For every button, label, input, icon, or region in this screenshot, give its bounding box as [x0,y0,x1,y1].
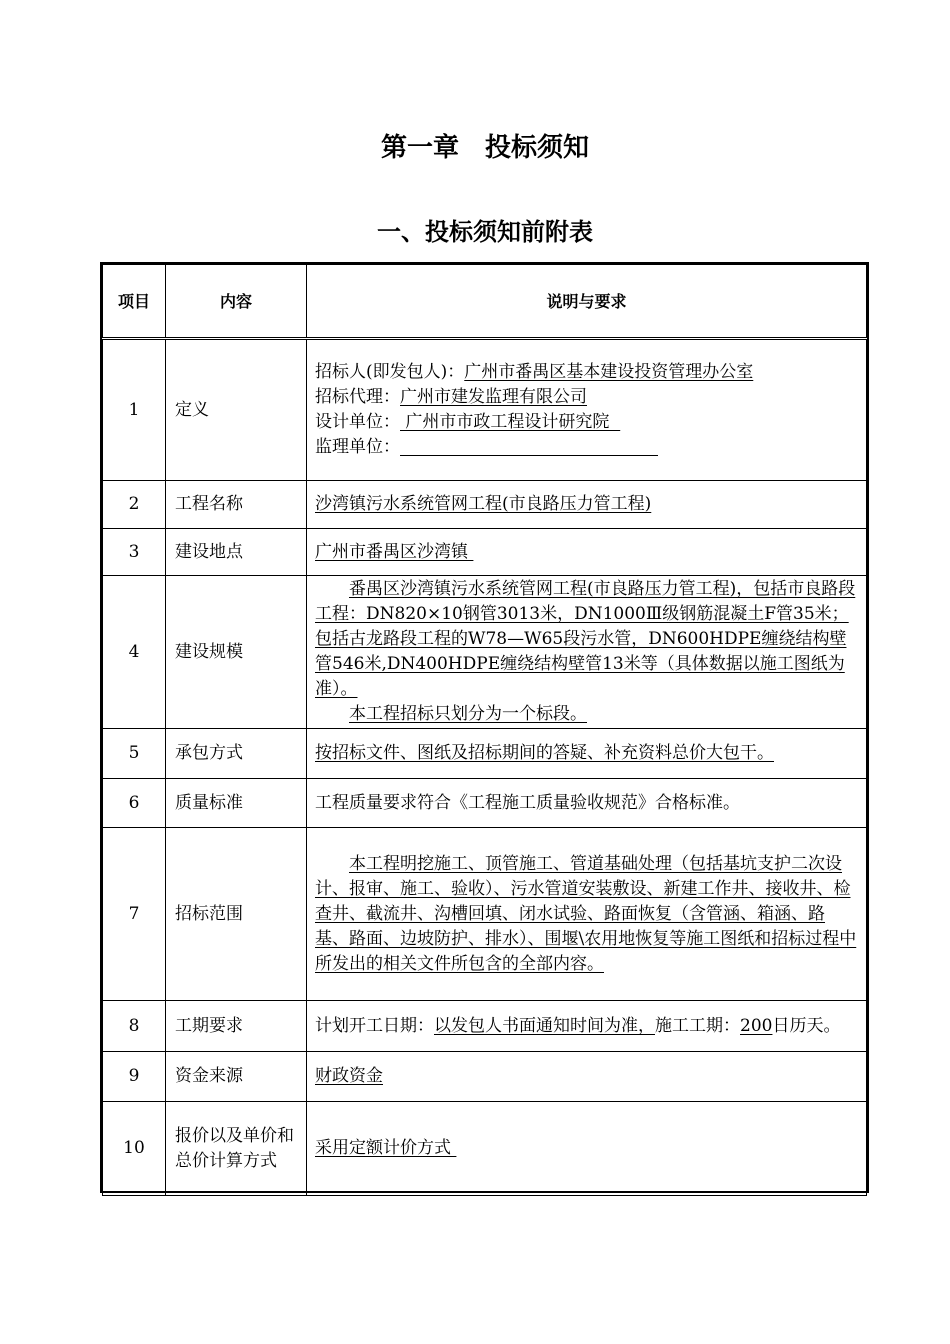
row-description [307,481,867,529]
period-unit: 日历天。 [772,1015,841,1036]
location-value: 广州市番禺区沙湾镇 [315,541,474,562]
row-number: 8 [103,1001,166,1052]
row-description [307,1102,867,1196]
row-number: 4 [103,576,166,729]
row-description [307,1052,867,1102]
table-row [103,576,867,729]
row-name: 承包方式 [166,729,307,779]
table-row [103,1001,867,1052]
agent-label: 招标代理： [315,387,400,407]
row-name: 报价以及单价和总价计算方式 [166,1102,307,1196]
bid-scope-value: 本工程明挖施工、顶管施工、管道基础处理（包括基坑支护二次设计、报审、施工、验收）、污水管道安装敷设、新建工作井、接收井、检查井、截流井、沟槽回填、闭水试验、路面恢复（含管涵、箱涵、路基、路面、边坡防护、排水）、围堰\农用地恢复等施工图纸和招标过程中所发出的相关文件所包含的全部内容。 [315,853,857,974]
row-number: 3 [103,529,166,576]
period-value: 200 [740,1015,773,1036]
row-number: 7 [103,828,166,1001]
bid-notice-table [100,262,869,1193]
table-row [103,1102,867,1196]
row-name: 工期要求 [166,1001,307,1052]
designer-label: 设计单位： [315,412,400,432]
table-row [103,779,867,828]
start-date-label: 计划开工日期： [315,1015,434,1036]
supervisor-label: 监理单位： [315,437,400,457]
chapter-title: 第一章 投标须知 [380,133,589,163]
row-name: 工程名称 [166,481,307,529]
header-requirement: 说明与要求 [307,265,867,339]
header-item: 项目 [103,265,166,339]
row-description [307,339,867,481]
period-label: 施工工期： [655,1015,740,1036]
row-description [307,1001,867,1052]
quality-standard-value: 工程质量要求符合《工程施工质量验收规范》合格标准。 [315,792,740,813]
agent-value: 广州市建发监理有限公司 [400,387,587,407]
contract-method-value: 按招标文件、图纸及招标期间的答疑、补充资料总价大包干。 [315,743,774,763]
row-description [307,779,867,828]
project-name-value: 沙湾镇污水系统管网工程(市良路压力管工程) [315,494,652,514]
tenderer-value: 广州市番禺区基本建设投资管理办公室 [464,362,754,382]
fund-source-value: 财政资金 [315,1066,383,1086]
table-row [103,529,867,576]
row-number: 2 [103,481,166,529]
row-name: 资金来源 [166,1052,307,1102]
supervisor-blank-line [400,437,658,456]
row-number: 10 [103,1102,166,1196]
row-description [307,729,867,779]
table-row [103,828,867,1001]
table-row [103,339,867,481]
pricing-method-value: 采用定额计价方式 [315,1138,457,1158]
start-date-value: 以发包人书面通知时间为准， [434,1015,655,1036]
section-title: 一、投标须知前附表 [377,218,593,246]
row-number: 1 [103,339,166,481]
row-description [307,529,867,576]
designer-value: 广州市市政工程设计研究院 [400,412,621,432]
table-row [103,729,867,779]
table-row [103,1052,867,1102]
row-name: 招标范围 [166,828,307,1001]
row-name: 建设地点 [166,529,307,576]
row-number: 6 [103,779,166,828]
row-name: 质量标准 [166,779,307,828]
header-content: 内容 [166,265,307,339]
tenderer-label: 招标人(即发包人)： [315,362,465,382]
table-row [103,481,867,529]
row-number: 9 [103,1052,166,1102]
row-description [307,576,867,729]
scale-lot-note: 本工程招标只划分为一个标段。 [349,704,587,724]
row-name: 定义 [166,339,307,481]
row-description [307,828,867,1001]
table-header-row [103,265,867,339]
row-name: 建设规模 [166,576,307,729]
scale-paragraph: 番禺区沙湾镇污水系统管网工程(市良路压力管工程)，包括市良路段工程：DN820×10钢管3013米，DN1000Ⅲ级钢筋混凝土F管35米；包括古龙路段工程的W78—W65段污水管，DN600HDPE缠绕结构壁管546米,DN400HDPE缠绕结构壁管13米等（具体数据以施工图纸为准）。 [315,579,856,699]
row-number: 5 [103,729,166,779]
